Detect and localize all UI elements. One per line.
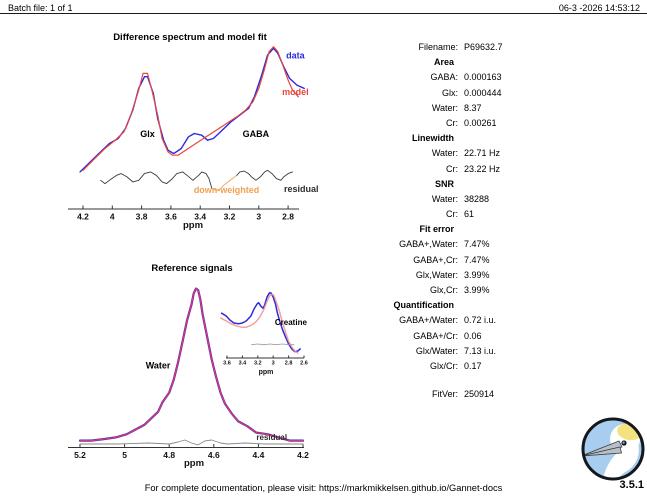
- stat-value: 61: [464, 209, 475, 220]
- difference-spectrum-label-glx: Glx: [140, 128, 155, 139]
- reference-water-model-curve: [80, 289, 303, 441]
- section-header: Fit error: [419, 224, 454, 235]
- reference-water-tick-label-5-2: 5.2: [74, 450, 86, 460]
- stat-value: 0.00261: [464, 117, 497, 128]
- difference-spectrum-tick-label-4: 4: [109, 211, 115, 222]
- stat-label: GABA:: [430, 72, 458, 83]
- gannet-logo: [578, 414, 647, 484]
- stat-row-gaba: [390, 70, 645, 85]
- stat-label: Cr:: [446, 117, 458, 128]
- creatine-inset-label-creatine: Creatine: [274, 318, 307, 328]
- stat-row-glx-water: [390, 344, 645, 359]
- creatine-inset-tick-label-3-2: 3.2: [253, 360, 262, 367]
- stat-row-water: [390, 101, 645, 116]
- stat-value: P69632.7: [464, 42, 503, 52]
- stat-label: Water:: [431, 148, 458, 159]
- stat-row-gaba-cr: [390, 253, 645, 268]
- creatine-inset-residual-curve: [252, 344, 294, 345]
- difference-spectrum-tick-label-4-2: 4.2: [77, 211, 89, 222]
- difference-spectrum-tick-label-3-4: 3.4: [194, 211, 207, 222]
- stat-row-glx-cr: [390, 359, 645, 374]
- fitver-row: [390, 387, 645, 402]
- stat-label: GABA+/Cr:: [413, 330, 458, 341]
- difference-spectrum-chart: [68, 32, 319, 231]
- reference-water-tick-label-4-4: 4.4: [252, 450, 265, 460]
- stat-row-water: [390, 146, 645, 161]
- stat-row-water: [390, 192, 645, 207]
- stat-value: 0.000444: [464, 87, 502, 98]
- stat-value: 8.37: [464, 102, 482, 113]
- stat-row-cr: [390, 116, 645, 131]
- creatine-inset-tick-label-2-6: 2.6: [300, 360, 308, 367]
- stat-section-area: [390, 55, 645, 70]
- reference-water-label-residual: residual: [256, 432, 288, 442]
- stat-section-quantification: [390, 298, 645, 313]
- creatine-inset-tick-label-3-4: 3.4: [238, 360, 247, 367]
- stat-value: 0.72 i.u.: [464, 315, 497, 326]
- difference-spectrum-label-gaba: GABA: [242, 128, 270, 139]
- difference-spectrum-tick-label-2-8: 2.8: [282, 211, 295, 222]
- reference-water-tick-label-4-8: 4.8: [163, 450, 176, 460]
- reference-water-label-water: Water: [145, 360, 171, 371]
- stat-value: 0.06: [464, 330, 482, 341]
- stat-row-filename: [390, 40, 645, 55]
- stat-label: Cr:: [446, 209, 458, 220]
- stat-row-gaba-water: [390, 237, 645, 252]
- gannet-eye-iris: [623, 442, 625, 444]
- reference-water-title: Reference signals: [151, 263, 233, 274]
- stat-label: GABA+,Cr:: [413, 254, 458, 265]
- reference-water-x-axis-label: ppm: [183, 458, 205, 469]
- reference-water-tick-label-4-6: 4.6: [207, 450, 220, 460]
- difference-spectrum-x-axis-label: ppm: [182, 220, 204, 231]
- stat-label: Water:: [431, 193, 458, 204]
- stat-row-cr: [390, 162, 645, 177]
- creatine-inset-tick-label-3-6: 3.6: [223, 360, 231, 367]
- reference-water-tick-label-4-2: 4.2: [297, 450, 309, 460]
- stat-value: 7.47%: [464, 239, 490, 250]
- stat-section-linewidth: [390, 131, 645, 146]
- stat-value: 0.000163: [464, 72, 502, 83]
- stat-section-snr: [390, 177, 645, 192]
- stat-label: Filename:: [418, 42, 458, 52]
- difference-spectrum-label-residual: residual: [284, 183, 319, 194]
- stat-value: 3.99%: [464, 285, 490, 295]
- stats-panel: [390, 40, 645, 402]
- creatine-inset-x-axis-label: ppm: [258, 369, 274, 376]
- stat-label: Glx/Cr:: [430, 360, 458, 371]
- difference-spectrum-title: Difference spectrum and model fit: [113, 32, 267, 43]
- stat-label: Water:: [431, 102, 458, 113]
- batch-file-label: Batch file: 1 of 1: [8, 3, 73, 13]
- stat-label: GABA+/Water:: [399, 315, 458, 326]
- stat-label: Glx,Water:: [415, 269, 458, 280]
- stat-row-gaba-water: [390, 313, 645, 328]
- timestamp: 06-3 -2026 14:53:12: [558, 3, 640, 13]
- creatine-inset-tick-label-3: 3: [271, 360, 275, 367]
- fitver-label: FitVer:: [431, 389, 458, 400]
- fitver-value: 250914: [464, 389, 495, 400]
- creatine-inset-chart: [221, 293, 308, 376]
- section-header: Area: [433, 57, 454, 68]
- stat-row-cr: [390, 207, 645, 222]
- difference-spectrum-tick-label-3-6: 3.6: [164, 211, 177, 222]
- stat-value: 23.22 Hz: [464, 163, 501, 174]
- stat-row-glx-cr: [390, 283, 645, 298]
- section-header: SNR: [434, 178, 454, 189]
- reference-water-data-curve: [80, 289, 303, 441]
- stat-label: Cr:: [446, 163, 458, 174]
- stat-row-glx: [390, 86, 645, 101]
- stat-row-gaba-cr: [390, 329, 645, 344]
- stat-value: 7.47%: [464, 254, 490, 265]
- stat-value: 7.13 i.u.: [464, 345, 497, 356]
- stat-label: GABA+,Water:: [399, 239, 458, 250]
- section-header: Quantification: [393, 300, 454, 311]
- difference-spectrum-label-model: model: [282, 87, 309, 98]
- difference-spectrum-label-data: data: [286, 50, 305, 61]
- difference-spectrum-residual-right-curve: [237, 170, 293, 180]
- section-header: Linewidth: [412, 133, 454, 144]
- stat-label: Glx,Cr:: [430, 285, 458, 295]
- stat-row-glx-water: [390, 268, 645, 283]
- difference-spectrum-tick-label-3-2: 3.2: [223, 211, 236, 222]
- stat-value: 3.99%: [464, 269, 490, 280]
- difference-spectrum-label-down-weighted: down-weighted: [193, 184, 260, 195]
- creatine-inset-tick-label-2-8: 2.8: [284, 360, 293, 367]
- difference-spectrum-tick-label-3-8: 3.8: [135, 211, 148, 222]
- stat-value: 38288: [464, 193, 490, 204]
- documentation-footer: For complete documentation, please visit: https://markmikkelsen.github.io/Gannet-docs: [144, 483, 503, 493]
- difference-spectrum-tick-label-3: 3: [256, 211, 262, 222]
- stats-rows: [390, 40, 645, 374]
- stat-section-fit-error: [390, 222, 645, 237]
- difference-spectrum-data-curve: [80, 48, 304, 172]
- stat-value: 22.71 Hz: [464, 148, 501, 159]
- version-label: 3.5.1: [619, 479, 644, 491]
- stat-value: 0.17: [464, 360, 482, 371]
- stat-label: Glx:: [441, 87, 458, 98]
- stat-label: Glx/Water:: [415, 345, 458, 356]
- difference-spectrum-model-curve: [83, 47, 298, 171]
- reference-water-tick-label-5: 5: [122, 450, 127, 460]
